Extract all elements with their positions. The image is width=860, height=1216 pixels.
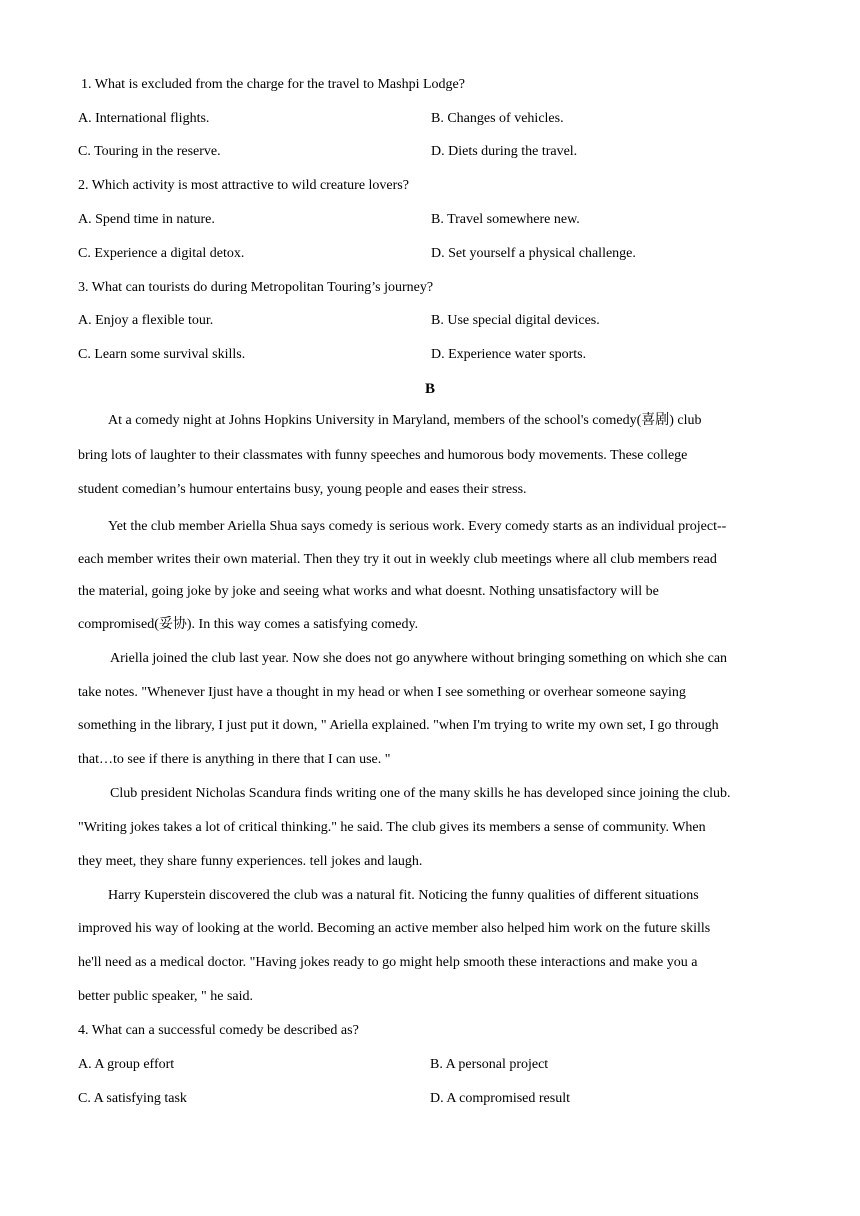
section-heading: B	[424, 381, 435, 397]
passage-line: Harry Kuperstein discovered the club was a natural fit. Noticing the funny qualities of different situations	[108, 888, 699, 903]
passage-line: "Writing jokes takes a lot of critical thinking." he said. The club gives its members a sense of community. When	[78, 820, 706, 835]
question-2-option-b: B. Travel somewhere new.	[431, 212, 580, 227]
passage-line: improved his way of looking at the world. Becoming an active member also helped him work on the future skills	[78, 921, 711, 936]
question-2-option-a: A. Spend time in nature.	[78, 212, 215, 227]
passage-line: that…to see if there is anything in there that I can use. "	[78, 752, 391, 767]
passage-line: something in the library, I just put it down, " Ariella explained. "when I'm trying to write my own set, I go through	[78, 718, 719, 733]
passage-line: bring lots of laughter to their classmates with funny speeches and humorous body movements. These college	[78, 448, 688, 463]
question-4-option-d: D. A compromised result	[430, 1091, 570, 1106]
question-3-option-d: D. Experience water sports.	[431, 347, 587, 362]
question-2-option-d: D. Set yourself a physical challenge.	[431, 246, 636, 261]
passage-line: they meet, they share funny experiences. tell jokes and laugh.	[78, 854, 423, 869]
passage-line: take notes. "Whenever Ijust have a thought in my head or when I see something or overhear someone saying	[78, 685, 686, 700]
question-4-option-b: B. A personal project	[430, 1057, 549, 1072]
question-3-option-a: A. Enjoy a flexible tour.	[78, 313, 214, 328]
question-3-stem: 3. What can tourists do during Metropolitan Touring’s journey?	[78, 280, 434, 295]
question-3-option-c: C. Learn some survival skills.	[78, 347, 246, 362]
question-3-option-b: B. Use special digital devices.	[431, 313, 600, 328]
passage-line: compromised(妥协). In this way comes a satisfying comedy.	[78, 617, 419, 632]
question-4-stem: 4. What can a successful comedy be described as?	[78, 1023, 359, 1038]
question-1-option-d: D. Diets during the travel.	[431, 144, 578, 159]
passage-line: better public speaker, " he said.	[78, 989, 254, 1004]
passage-line: Yet the club member Ariella Shua says comedy is serious work. Every comedy starts as an individual project--	[108, 519, 727, 534]
question-1-option-a: A. International flights.	[78, 111, 210, 126]
question-1-option-b: B. Changes of vehicles.	[431, 111, 564, 126]
passage-line: Club president Nicholas Scandura finds writing one of the many skills he has developed since joining the club.	[110, 786, 731, 801]
passage-line: each member writes their own material. Then they try it out in weekly club meetings where all club members read	[78, 552, 717, 567]
passage-line: At a comedy night at Johns Hopkins University in Maryland, members of the school's comedy(喜剧) club	[108, 413, 702, 428]
question-4-option-a: A. A group effort	[78, 1057, 175, 1072]
passage-line: student comedian’s humour entertains busy, young people and eases their stress.	[78, 482, 527, 497]
question-2-stem: 2. Which activity is most attractive to wild creature lovers?	[78, 178, 409, 193]
passage-line: he'll need as a medical doctor. "Having jokes ready to go might help smooth these interactions and make you a	[78, 955, 698, 970]
question-2-option-c: C. Experience a digital detox.	[78, 246, 245, 261]
question-1-option-c: C. Touring in the reserve.	[78, 144, 221, 159]
passage-line: Ariella joined the club last year. Now she does not go anywhere without bringing something on which she can	[110, 651, 728, 666]
passage-line: the material, going joke by joke and seeing what works and what doesnt. Nothing unsatisfactory will be	[78, 584, 659, 599]
question-4-option-c: C. A satisfying task	[78, 1091, 187, 1106]
question-1-stem: 1. What is excluded from the charge for the travel to Mashpi Lodge?	[81, 77, 465, 92]
